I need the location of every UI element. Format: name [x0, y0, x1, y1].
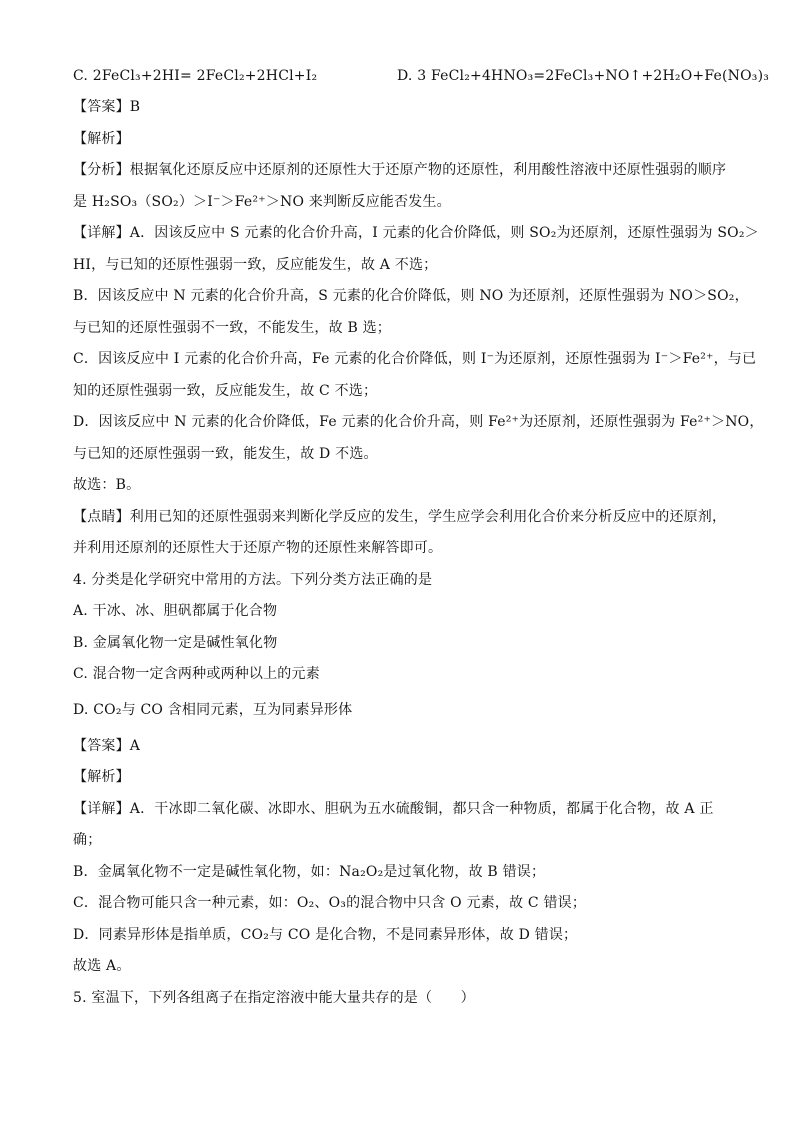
- q4-detail-d: D．同素异形体是指单质，CO₂与 CO 是化合物，不是同素异形体，故 D 错误；: [73, 927, 578, 943]
- q4-option-d: D. CO₂与 CO 含相同元素，互为同素异形体: [73, 702, 353, 718]
- q4-option-a: A. 干冰、冰、胆矾都属于化合物: [73, 603, 278, 619]
- q3-detail-b: 与已知的还原性强弱不一致，不能发生，故 B 选；: [73, 320, 391, 336]
- q3-answer: 【答案】B: [73, 99, 141, 115]
- q4-option-b: B. 金属氧化物一定是碱性氧化物: [73, 635, 278, 651]
- q3-key-point: 并利用还原剂的还原性大于还原产物的还原性来解答即可。: [73, 540, 443, 556]
- q3-key-point: 【点睛】利用已知的还原性强弱来判断化学反应的发生，学生应学会利用化合价来分析反应中的还原剂，: [73, 509, 727, 525]
- q5-stem: 5. 室温下，下列各组离子在指定溶液中能大量共存的是（ ）: [73, 990, 475, 1006]
- q4-detail-b: B．金属氧化物不一定是碱性氧化物，如：Na₂O₂是过氧化物，故 B 错误；: [73, 864, 546, 880]
- q3-option-c: C. 2FeCl₃+2HI= 2FeCl₂+2HCl+I₂: [73, 68, 318, 84]
- q3-detail-b: B．因该反应中 N 元素的化合价升高，S 元素的化合价降低，则 NO 为还原剂，还原性强弱为 NO＞SO₂，: [73, 288, 749, 304]
- q3-detail-d: 与已知的还原性强弱一致，能发生，故 D 不选。: [73, 446, 378, 462]
- q4-detail-a: 【详解】A．干冰即二氧化碳、冰即水、胆矾为五水硫酸铜，都只含一种物质，都属于化合物，故 A 正: [73, 801, 714, 817]
- q4-option-c: C. 混合物一定含两种或两种以上的元素: [73, 666, 320, 682]
- q4-conclusion: 故选 A。: [73, 958, 131, 974]
- q3-detail-a: HI，与已知的还原性强弱一致，反应能发生，故 A 不选；: [73, 257, 438, 273]
- q4-detail-c: C．混合物可能只含一种元素，如：O₂、O₃的混合物中只含 O 元素，故 C 错误；: [73, 895, 587, 911]
- q3-detail-c: 知的还原性强弱一致，反应能发生，故 C 不选；: [73, 383, 378, 399]
- q4-detail-a: 确；: [73, 832, 102, 848]
- q3-analysis-text: 【分析】根据氧化还原反应中还原剂的还原性大于还原产物的还原性，利用酸性溶液中还原性强弱的顺序: [73, 162, 727, 178]
- q3-option-d: D. 3 FeCl₂+4HNO₃=2FeCl₃+NO↑+2H₂O+Fe(NO₃)₃: [397, 68, 770, 84]
- q4-stem: 4. 分类是化学研究中常用的方法。下列分类方法正确的是: [73, 572, 433, 588]
- q4-answer: 【答案】A: [73, 738, 141, 754]
- q3-analysis-text: 是 H₂SO₃（SO₂）＞I⁻＞Fe²⁺＞NO 来判断反应能否发生。: [73, 194, 451, 210]
- q3-conclusion: 故选：B。: [73, 477, 141, 493]
- q3-detail-a: 【详解】A．因该反应中 S 元素的化合价升高，I 元素的化合价降低，则 SO₂为还原剂，还原性强弱为 SO₂＞: [73, 225, 759, 241]
- q4-analysis-heading: 【解析】: [73, 769, 130, 785]
- q3-detail-c: C．因该反应中 I 元素的化合价升高，Fe 元素的化合价降低，则 I⁻为还原剂，还原性强弱为 I⁻＞Fe²⁺，与已: [73, 351, 757, 367]
- q3-analysis-heading: 【解析】: [73, 131, 130, 147]
- q3-detail-d: D．因该反应中 N 元素的化合价降低，Fe 元素的化合价升高，则 Fe²⁺为还原剂，还原性强弱为 Fe²⁺＞NO，: [73, 414, 764, 430]
